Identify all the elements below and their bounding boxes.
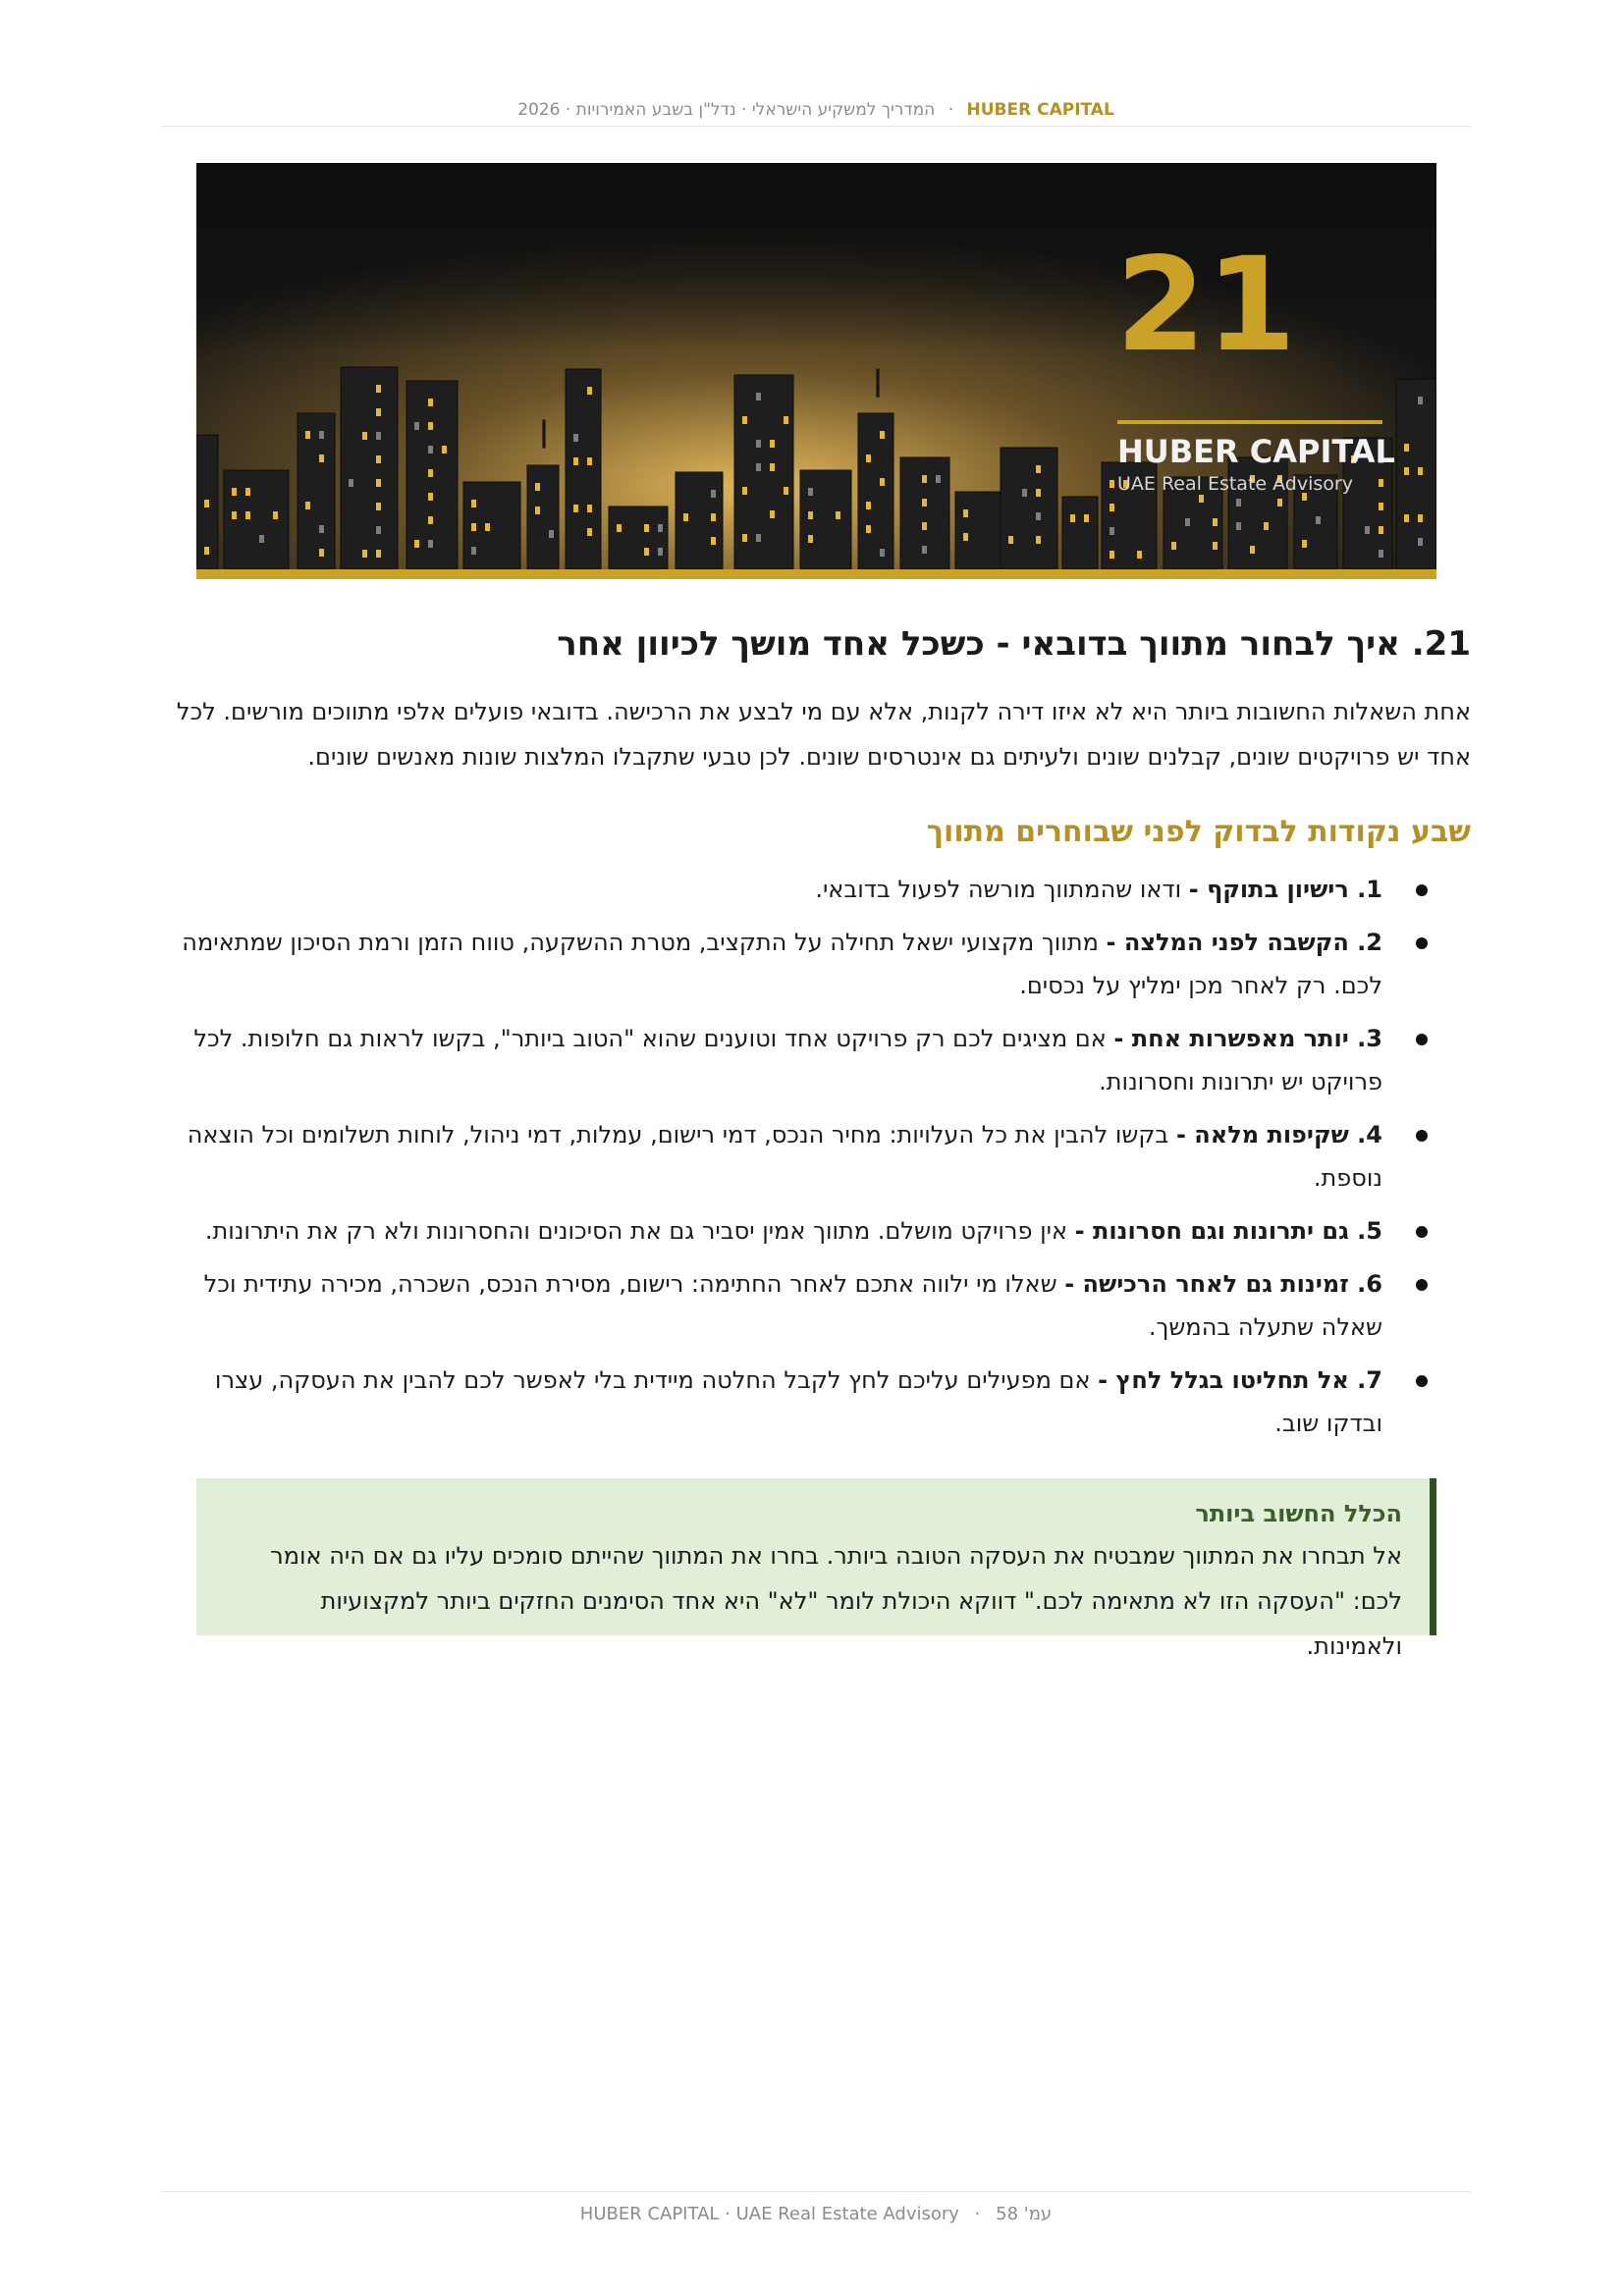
skyline-window bbox=[204, 500, 209, 507]
skyline-window bbox=[485, 523, 490, 531]
skyline-window bbox=[1250, 546, 1255, 554]
skyline-window bbox=[808, 535, 813, 543]
skyline-window bbox=[1171, 542, 1176, 550]
skyline-window bbox=[1213, 542, 1218, 550]
skyline-window bbox=[808, 511, 813, 519]
bullet-icon bbox=[1416, 1279, 1428, 1291]
skyline-window bbox=[1379, 526, 1383, 534]
skyline-window bbox=[1418, 538, 1423, 546]
callout-title: הכלל החשוב ביותר bbox=[1195, 1500, 1402, 1527]
chapter-banner bbox=[196, 163, 1436, 579]
skyline-window bbox=[319, 525, 324, 533]
key-rule-callout bbox=[196, 1478, 1436, 1660]
skyline-window bbox=[1379, 479, 1383, 487]
skyline-window bbox=[866, 525, 871, 533]
skyline-window bbox=[1070, 514, 1075, 522]
skyline-window bbox=[587, 505, 592, 512]
skyline-building bbox=[955, 492, 1004, 569]
skyline-window bbox=[573, 505, 578, 512]
skyline-window bbox=[866, 454, 871, 462]
skyline-window bbox=[711, 537, 716, 545]
skyline-building bbox=[1396, 379, 1436, 569]
list-item-text: אין פרויקט מושלם. מתווך אמין יסביר גם את הסיכונים והחסרונות ולא רק את היתרונות. bbox=[204, 1217, 1075, 1245]
skyline-building bbox=[224, 470, 289, 569]
skyline-window bbox=[1264, 522, 1269, 530]
bullet-icon bbox=[1416, 1375, 1428, 1387]
skyline-window bbox=[756, 534, 761, 542]
skyline-building bbox=[341, 367, 398, 569]
list-item bbox=[161, 1262, 1428, 1349]
skyline-window bbox=[428, 399, 433, 406]
skyline-window bbox=[362, 432, 367, 440]
chapter-number: 21 bbox=[1115, 230, 1296, 381]
list-item-text: בקשו להבין את כל העלויות: מחיר הנכס, דמי רישום, עמלות, דמי ניהול, לוחות תשלומים וכל הוצאה נוספת. bbox=[187, 1121, 1382, 1192]
skyline-window bbox=[1110, 480, 1114, 488]
skyline-window bbox=[1137, 551, 1142, 559]
skyline-window bbox=[784, 416, 788, 424]
skyline-window bbox=[1418, 467, 1423, 475]
skyline-window bbox=[535, 483, 540, 491]
list-item-label: 7. אל תחליטו בגלל לחץ - bbox=[1098, 1366, 1382, 1394]
skyline-window bbox=[808, 488, 813, 496]
skyline-window bbox=[428, 493, 433, 501]
skyline-window bbox=[573, 434, 578, 442]
list-item bbox=[161, 1209, 1428, 1253]
bullet-icon bbox=[1416, 1034, 1428, 1045]
skyline-window bbox=[711, 490, 716, 498]
skyline-building bbox=[527, 465, 559, 569]
skyline-window bbox=[587, 387, 592, 395]
skyline-window bbox=[711, 513, 716, 521]
skyline-window bbox=[742, 534, 747, 542]
skyline-window bbox=[1084, 514, 1089, 522]
list-item-text: שאלו מי ילווה אתכם לאחר החתימה: רישום, מסירת הנכס, השכרה, מכירה עתידית וכל שאלה שתעלה בהמשך. bbox=[203, 1270, 1382, 1341]
skyline-window bbox=[587, 528, 592, 536]
skyline-window bbox=[936, 475, 941, 483]
skyline-building bbox=[566, 369, 601, 569]
header-separator: · bbox=[947, 100, 954, 120]
skyline-window bbox=[305, 502, 310, 509]
skyline-building bbox=[298, 413, 335, 569]
list-item-label: 3. יותר מאפשרות אחת - bbox=[1113, 1025, 1382, 1052]
list-item bbox=[161, 1113, 1428, 1200]
skyline-window bbox=[1036, 465, 1041, 473]
skyline-window bbox=[319, 431, 324, 439]
skyline-window bbox=[756, 440, 761, 448]
banner-tagline: UAE Real Estate Advisory bbox=[1117, 473, 1353, 495]
skyline-window bbox=[617, 524, 622, 532]
skyline-window bbox=[770, 510, 775, 518]
skyline-window bbox=[1008, 536, 1013, 544]
list-item-text: אם מציגים לכם רק פרויקט אחד וטוענים שהוא "הטוב ביותר", בקשו לראות גם חלופות. לכל פרויקט יש יתרונות וחסרונות. bbox=[193, 1025, 1382, 1095]
skyline-window bbox=[428, 540, 433, 548]
skyline-window bbox=[770, 463, 775, 471]
skyline-window bbox=[1036, 536, 1041, 544]
skyline-window bbox=[376, 479, 381, 487]
skyline-window bbox=[587, 457, 592, 465]
skyline-window bbox=[428, 469, 433, 477]
skyline-window bbox=[784, 487, 788, 495]
skyline-window bbox=[742, 416, 747, 424]
bullet-icon bbox=[1416, 1226, 1428, 1238]
list-item-label: 2. הקשבה לפני המלצה - bbox=[1106, 929, 1382, 956]
skyline-window bbox=[376, 408, 381, 416]
skyline-window bbox=[319, 454, 324, 462]
skyline-window bbox=[1404, 514, 1409, 522]
skyline-window bbox=[1022, 489, 1027, 497]
skyline-window bbox=[683, 513, 688, 521]
skyline-window bbox=[376, 503, 381, 510]
skyline-window bbox=[1277, 499, 1282, 507]
list-item-label: 5. גם יתרונות וגם חסרונות - bbox=[1074, 1217, 1382, 1245]
banner-company: HUBER CAPITAL bbox=[1117, 433, 1395, 470]
skyline-window bbox=[658, 548, 663, 556]
list-item-text: מתווך מקצועי ישאל תחילה על התקציב, מטרת ההשקעה, טווח הזמן ורמת הסיכון שמתאימה לכם. רק לאחר מכן ימליץ על נכסים. bbox=[182, 929, 1382, 999]
skyline-window bbox=[1110, 551, 1114, 559]
skyline-window bbox=[376, 455, 381, 463]
skyline-window bbox=[756, 463, 761, 471]
skyline-window bbox=[428, 422, 433, 430]
skyline-window bbox=[1418, 397, 1423, 404]
skyline-window bbox=[573, 457, 578, 465]
list-item-label: 6. זמינות גם לאחר הרכישה - bbox=[1064, 1270, 1382, 1298]
footer-separator: · bbox=[974, 2204, 981, 2224]
skyline-window bbox=[442, 446, 447, 454]
skyline-window bbox=[1418, 514, 1423, 522]
skyline-window bbox=[756, 393, 761, 400]
skyline-window bbox=[471, 500, 476, 507]
skyline-window bbox=[376, 432, 381, 440]
bullet-icon bbox=[1416, 884, 1428, 896]
checklist-heading: שבע נקודות לבדוק לפני שבוחרים מתווך bbox=[926, 815, 1471, 849]
skyline-window bbox=[1236, 499, 1241, 507]
skyline-window bbox=[376, 550, 381, 558]
skyline-building bbox=[1062, 497, 1098, 569]
skyline-building bbox=[800, 470, 851, 569]
skyline-window bbox=[1236, 522, 1241, 530]
list-item-label: 4. שקיפות מלאה - bbox=[1175, 1121, 1382, 1148]
list-item-text: אם מפעילים עליכם לחץ לקבל החלטה מיידית בלי לאפשר לכם להבין את העסקה, עצרו ובדקו שוב. bbox=[214, 1366, 1382, 1437]
page-footer bbox=[161, 2191, 1471, 2224]
callout-text: אל תבחרו את המתווך שמבטיח את העסקה הטובה ביותר. בחרו את המתווך שהייתם סומכים עליו גם אם היה אומר לכם: "העסקה הזו לא מתאימה לכם." דווקא היכולת לומר "לא" היא אחד הסימנים החזקים ביותר למקצועיות ולאמינות. bbox=[270, 1542, 1402, 1660]
skyline-window bbox=[836, 511, 840, 519]
skyline-window bbox=[232, 511, 237, 519]
skyline-window bbox=[414, 422, 419, 430]
skyline-window bbox=[259, 535, 264, 543]
skyline-window bbox=[1379, 503, 1383, 510]
list-item-label: 1. רישיון בתוקף - bbox=[1188, 876, 1382, 903]
skyline-window bbox=[1036, 489, 1041, 497]
skyline-window bbox=[414, 540, 419, 548]
skyline-window bbox=[922, 499, 927, 507]
skyline-window bbox=[922, 546, 927, 554]
section-intro: אחת השאלות החשובות ביותר היא לא איזו דירה לקנות, אלא עם מי לבצע את הרכישה. בדובאי פועלים אלפי מתווכים מורשים. לכל אחד יש פרויקטים שונים, קבלנים שונים ולעיתים גם אינטרסים שונים. לכן טבעי שתקבלו המלצות שונות מאנשים שונים. bbox=[176, 698, 1471, 771]
skyline-window bbox=[770, 440, 775, 448]
bullet-icon bbox=[1416, 937, 1428, 949]
skyline-window bbox=[1036, 512, 1041, 520]
skyline-window bbox=[376, 526, 381, 534]
page-number: עמ' 58 bbox=[996, 2204, 1053, 2224]
list-item-text: ודאו שהמתווך מורשה לפעול בדובאי. bbox=[815, 876, 1189, 903]
skyline-window bbox=[273, 511, 278, 519]
skyline-window bbox=[1379, 550, 1383, 558]
list-item bbox=[161, 1359, 1428, 1445]
skyline-window bbox=[880, 549, 885, 557]
skyline-window bbox=[1213, 518, 1218, 526]
skyline-window bbox=[319, 549, 324, 557]
skyline-window bbox=[922, 475, 927, 483]
skyline-window bbox=[880, 478, 885, 486]
skyline-window bbox=[1404, 444, 1409, 452]
checklist bbox=[161, 868, 1428, 1455]
skyline-building bbox=[1001, 448, 1057, 569]
skyline-window bbox=[644, 524, 649, 532]
skyline-window bbox=[245, 511, 250, 519]
skyline-window bbox=[305, 431, 310, 439]
skyline-window bbox=[922, 522, 927, 530]
skyline-window bbox=[362, 550, 367, 558]
skyline-window bbox=[1199, 495, 1204, 503]
skyline-building bbox=[609, 507, 668, 569]
skyline-window bbox=[232, 488, 237, 496]
skyline-window bbox=[245, 488, 250, 496]
skyline-spire bbox=[877, 369, 879, 397]
skyline-window bbox=[549, 530, 554, 538]
skyline-window bbox=[1365, 526, 1370, 534]
footer-text: HUBER CAPITAL · UAE Real Estate Advisory bbox=[579, 2204, 959, 2224]
skyline-window bbox=[658, 524, 663, 532]
skyline-window bbox=[742, 487, 747, 495]
list-item bbox=[161, 921, 1428, 1007]
banner-ground-line bbox=[196, 569, 1436, 579]
skyline-window bbox=[428, 516, 433, 524]
skyline-window bbox=[963, 533, 968, 541]
list-item bbox=[161, 1017, 1428, 1103]
skyline-window bbox=[349, 479, 353, 487]
banner-brand-rule bbox=[1117, 420, 1382, 424]
skyline-window bbox=[1302, 540, 1307, 548]
skyline-window bbox=[1110, 504, 1114, 511]
skyline-window bbox=[963, 509, 968, 517]
skyline-window bbox=[535, 507, 540, 514]
page-header bbox=[161, 98, 1471, 127]
skyline-window bbox=[471, 547, 476, 555]
skyline-window bbox=[1110, 527, 1114, 535]
skyline-window bbox=[428, 446, 433, 454]
bullet-icon bbox=[1416, 1130, 1428, 1142]
skyline-window bbox=[1404, 467, 1409, 475]
skyline-window bbox=[204, 547, 209, 555]
skyline-spire bbox=[543, 420, 545, 448]
header-brand: HUBER CAPITAL bbox=[966, 100, 1114, 120]
list-item bbox=[161, 868, 1428, 911]
skyline-window bbox=[644, 548, 649, 556]
header-subtitle: המדריך למשקיע הישראלי · נדל"ן בשבע האמירויות · 2026 bbox=[517, 100, 936, 120]
skyline-window bbox=[471, 523, 476, 531]
skyline-window bbox=[1185, 518, 1190, 526]
skyline-building bbox=[858, 413, 893, 569]
skyline-window bbox=[1316, 516, 1321, 524]
section-title: 21. איך לבחור מתווך בדובאי - כשכל אחד מושך לכיוון אחר bbox=[557, 624, 1471, 664]
skyline-window bbox=[866, 502, 871, 509]
skyline-window bbox=[880, 431, 885, 439]
skyline-window bbox=[376, 385, 381, 393]
